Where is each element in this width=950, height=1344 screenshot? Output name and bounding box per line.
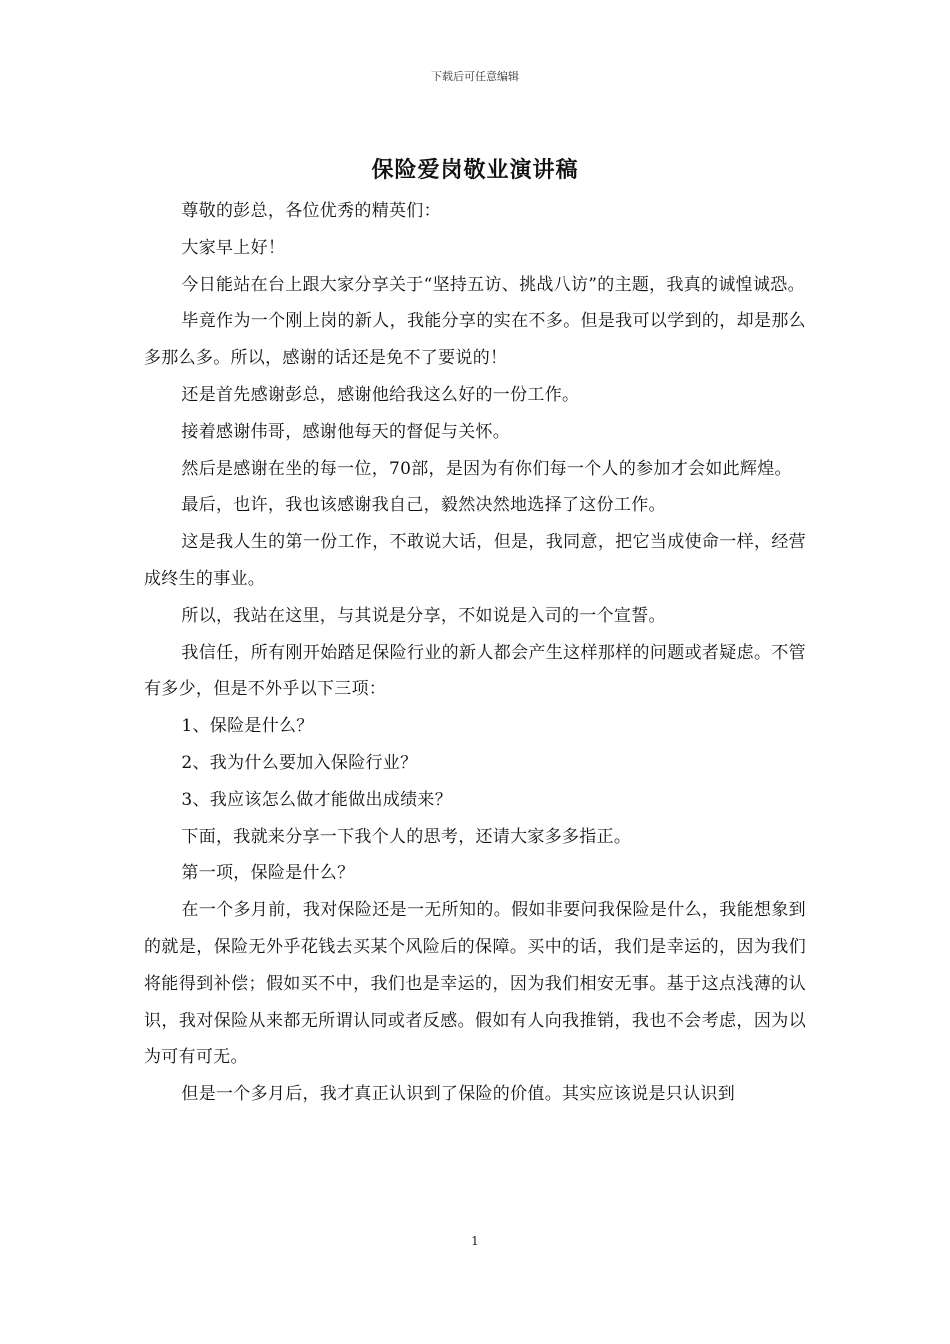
paragraph-sharing: 下面，我就来分享一下我个人的思考，还请大家多多指正。 — [181, 826, 632, 847]
paragraph-questions-intro: 我信任，所有刚开始踏足保险行业的新人都会产生这样那样的问题或者疑虑。不管有多少，但是不外乎以下三项： — [144, 642, 806, 700]
header-note: 下载后可任意编辑 — [431, 70, 519, 83]
paragraph-after: 但是一个多月后，我才真正认识到了保险的价值。其实应该说是只认识到 — [181, 1084, 735, 1105]
paragraph-good-morning: 大家早上好！ — [181, 237, 286, 258]
list-item-question-2: 2、我为什么要加入保险行业？ — [181, 752, 418, 773]
section-heading-first: 第一项，保险是什么？ — [181, 863, 355, 884]
paragraph-greeting: 尊敬的彭总，各位优秀的精英们： — [181, 201, 441, 221]
paragraph-oath: 所以，我站在这里，与其说是分享，不如说是入司的一个宣誓。 — [181, 605, 666, 626]
document-body — [144, 193, 806, 1113]
paragraph-intro: 今日能站在台上跟大家分享关于“坚持五访、挑战八访”的主题，我真的诚惶诚恐。 — [181, 274, 805, 295]
document-title: 保险爱岗敬业演讲稿 — [371, 158, 579, 183]
paragraph-newcomer: 毕竟作为一个刚上岗的新人，我能分享的实在不多。但是我可以学到的，却是那么多那么多。所以，感谢的话还是免不了要说的！ — [144, 311, 806, 369]
list-item-question-3: 3、我应该怎么做才能做出成绩来？ — [181, 789, 453, 810]
paragraph-before: 在一个多月前，我对保险还是一无所知的。假如非要问我保险是什么，我能想象到的就是，保险无外乎花钱去买某个风险后的保障。买中的话，我们是幸运的，因为我们将能得到补偿；假如买不中，我们也是幸运的，因为我们相安无事。基于这点浅薄的认识，我对保险从来都无所谓认同或者反感。假如有人向我推销，我也不会考虑，因为以为可有可无。 — [144, 900, 806, 1068]
paragraph-thanks-team: 然后是感谢在坐的每一位，70部，是因为有你们每一个人的参加才会如此辉煌。 — [181, 458, 792, 479]
page-number: 1 — [471, 1234, 479, 1248]
paragraph-thanks-peng: 还是首先感谢彭总，感谢他给我这么好的一份工作。 — [181, 384, 580, 405]
paragraph-first-job: 这是我人生的第一份工作，不敢说大话，但是，我同意，把它当成使命一样，经营成终生的事业。 — [144, 532, 806, 589]
paragraph-thanks-wei: 接着感谢伟哥，感谢他每天的督促与关怀。 — [181, 421, 511, 442]
paragraph-thanks-self: 最后，也许，我也该感谢我自己，毅然决然地选择了这份工作。 — [181, 495, 666, 516]
list-item-question-1: 1、保险是什么？ — [181, 716, 314, 737]
